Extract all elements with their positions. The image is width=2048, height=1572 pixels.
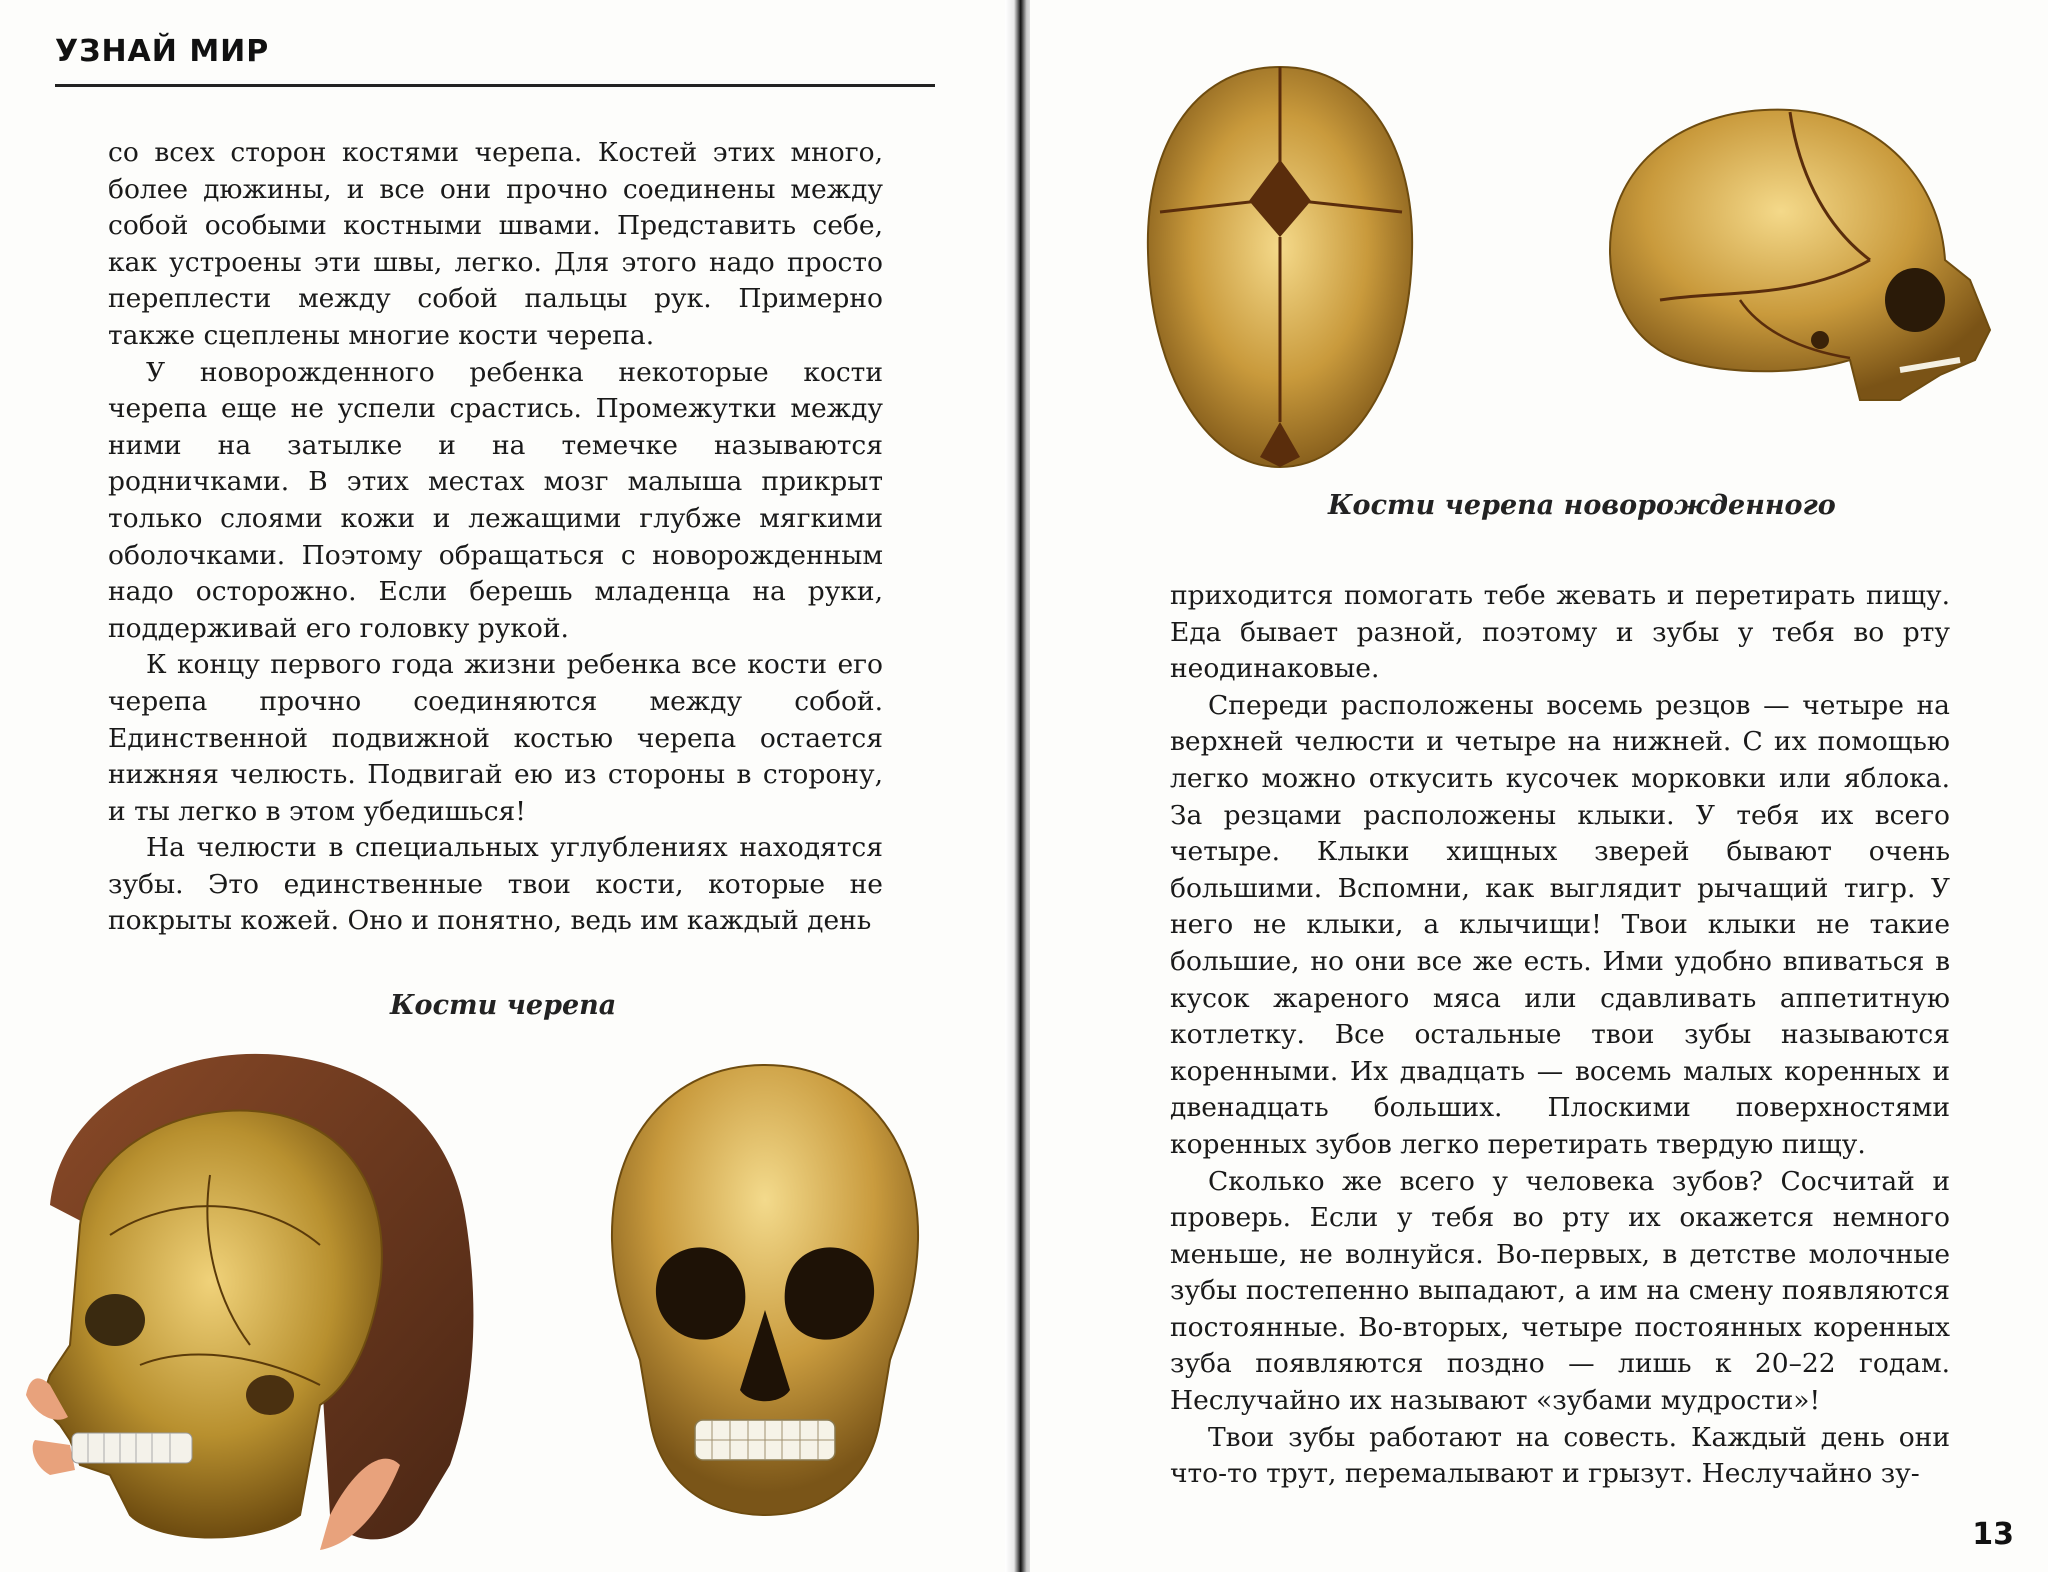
newborn-skull-top-view: [1140, 62, 1420, 472]
newborn-skull-caption: Кости черепа новорожденного: [1328, 490, 1836, 521]
header-rule: [55, 84, 935, 87]
right-body-text: [1170, 578, 1950, 1493]
left-page: [0, 0, 1020, 1572]
page-number: 13: [1972, 1517, 2014, 1552]
paragraph: со всех сторон костями черепа. Костей этих много, более дюжины, и все они прочно соединены между собой особыми костными швами. Представить себе, как устроены эти швы, легко. Для этого надо просто переплести между собой пальцы рук. Примерно также сцеплены многие кости черепа.: [108, 137, 883, 351]
paragraph: На челюсти в специальных углублениях находятся зубы. Это единственные твои кости, которые не покрыты кожей. Оно и понятно, ведь им каждый день: [108, 832, 883, 937]
left-body-text: [108, 135, 883, 940]
running-header: УЗНАЙ МИР: [55, 34, 270, 69]
paragraph: Твои зубы работают на совесть. Каждый день они что-то трут, перемалывают и грызут. Неслучайно зу-: [1170, 1421, 1950, 1490]
paragraph: У новорожденного ребенка некоторые кости черепа еще не успели срастись. Промежутки между ними на затылке и на темечке называются родничками. В этих местах мозг малыша прикрыт только слоями кожи и лежащими глубже мягкими оболочками. Поэтому обращаться с новорожденным надо осторожно. Если берешь младенца на руки, поддерживай его головку рукой.: [108, 356, 883, 644]
paragraph: приходится помогать тебе жевать и перетирать пищу. Еда бывает разной, поэтому и зубы у тебя во рту неодинаковые.: [1170, 580, 1950, 685]
adult-head-skull-side-view: [20, 1045, 500, 1555]
paragraph: Сколько же всего у человека зубов? Сосчитай и проверь. Если у тебя во рту их окажется немного меньше, не волнуйся. Во-первых, в детстве молочные зубы постепенно выпадают, а им на смену появляются постоянные. Во-вторых, четыре постоянных коренных зуба появляются поздно — лишь к 20–22 годам. Неслучайно их называют «зубами мудрости»!: [1170, 1165, 1950, 1417]
adult-skull-front-view: [600, 1060, 930, 1520]
newborn-skull-side-view: [1600, 100, 2000, 420]
paragraph: К концу первого года жизни ребенка все кости его черепа прочно соединяются между собой. Единственной подвижной костью черепа остается нижняя челюсть. Подвигай ею из стороны в сторону, и ты легко в этом убедишься!: [108, 649, 883, 827]
skull-caption: Кости черепа: [390, 990, 617, 1021]
paragraph: Спереди расположены восемь резцов — четыре на верхней челюсти и четыре на нижней. С их помощью легко можно откусить кусочек морковки или яблока. За резцами расположены клыки. У тебя их всего четыре. Клыки хищных зверей бывают очень большими. Вспомни, как выглядит рычащий тигр. У него не клыки, а клычищи! Твои клыки не такие большие, но они все же есть. Ими удобно впиваться в кусок жареного мяса или сдавливать аппетитную котлетку. Все остальные твои зубы называются коренными. Их двадцать — восемь малых коренных и двенадцать больших. Плоскими поверхностями коренных зубов легко перетирать твердую пищу.: [1170, 689, 1950, 1160]
